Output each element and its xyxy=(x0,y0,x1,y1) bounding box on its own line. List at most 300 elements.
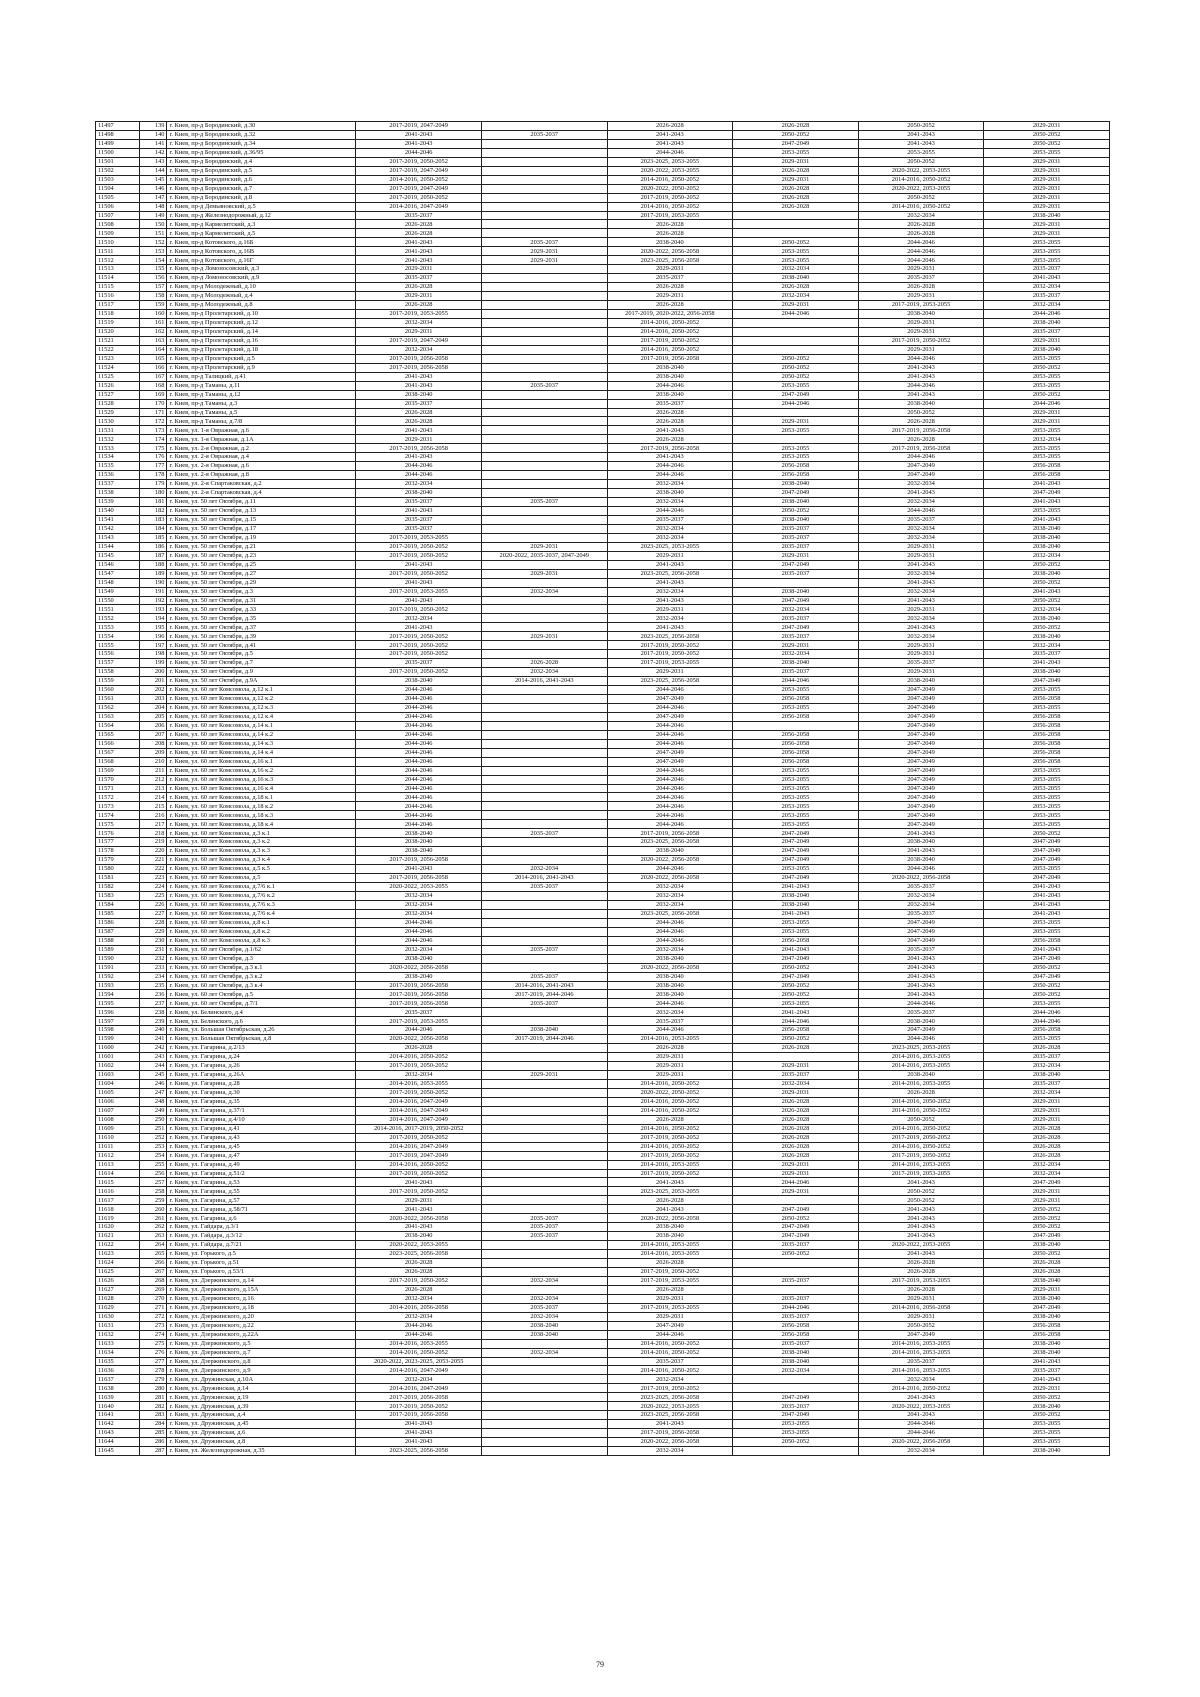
period-cell-3: 2029-2031 xyxy=(607,292,733,301)
row-id-cell: 11536 xyxy=(96,471,140,480)
period-cell-5: 2038-2040 xyxy=(858,1071,984,1080)
period-cell-2 xyxy=(481,184,607,193)
period-cell-2: 2035-2037 xyxy=(481,498,607,507)
address-cell: г. Киев, ул. Гайдара, д.3/1 xyxy=(167,1223,356,1232)
period-cell-3: 2020-2022, 2056-2058 xyxy=(607,1438,733,1447)
row-number-cell: 188 xyxy=(139,560,167,569)
period-cell-2 xyxy=(481,900,607,909)
period-cell-3: 2017-2019, 2050-2052 xyxy=(607,1169,733,1178)
period-cell-3: 2014-2016, 2050-2052 xyxy=(607,1106,733,1115)
address-cell: г. Киев, ул. 60 лет Комсомола, д.18 к.4 xyxy=(167,820,356,829)
period-cell-5: 2047-2049 xyxy=(858,462,984,471)
address-cell: г. Киев, ул. Горького, д.53/1 xyxy=(167,1268,356,1277)
period-cell-3: 2023-2025, 2056-2058 xyxy=(607,256,733,265)
period-cell-4: 2029-2031 xyxy=(733,551,859,560)
period-cell-2 xyxy=(481,480,607,489)
period-cell-1: 2032-2034 xyxy=(356,318,482,327)
period-cell-2: 2017-2019, 2044-2046 xyxy=(481,1035,607,1044)
period-cell-1: 2041-2043 xyxy=(356,381,482,390)
table-row xyxy=(96,757,1110,766)
period-cell-4: 2053-2055 xyxy=(733,381,859,390)
row-number-cell: 156 xyxy=(139,274,167,283)
period-cell-3: 2017-2019, 2053-2055 xyxy=(607,1303,733,1312)
period-cell-6: 2047-2049 xyxy=(984,972,1110,981)
period-cell-6: 2041-2043 xyxy=(984,659,1110,668)
period-cell-4: 2038-2040 xyxy=(733,587,859,596)
period-cell-3: 2020-2022, 2056-2058 xyxy=(607,874,733,883)
period-cell-5: 2032-2034 xyxy=(858,1447,984,1456)
period-cell-2: 2020-2022, 2035-2037, 2047-2049 xyxy=(481,551,607,560)
period-cell-2 xyxy=(481,1151,607,1160)
address-cell: г. Киев, ул. 50 лет Октября, д.31 xyxy=(167,596,356,605)
row-id-cell: 11598 xyxy=(96,1026,140,1035)
period-cell-5: 2053-2055 xyxy=(858,148,984,157)
row-number-cell: 139 xyxy=(139,122,167,131)
period-cell-3: 2014-2016, 2053-2055 xyxy=(607,1241,733,1250)
period-cell-2 xyxy=(481,1393,607,1402)
period-cell-5: 2026-2028 xyxy=(858,1285,984,1294)
period-cell-1: 2020-2022, 2056-2058 xyxy=(356,963,482,972)
period-cell-3: 2032-2034 xyxy=(607,1447,733,1456)
period-cell-6: 2041-2043 xyxy=(984,480,1110,489)
row-number-cell: 269 xyxy=(139,1285,167,1294)
period-cell-4: 2053-2055 xyxy=(733,918,859,927)
period-cell-4: 2029-2031 xyxy=(733,1169,859,1178)
address-cell: г. Киев, ул. Дружинская, д.19 xyxy=(167,1393,356,1402)
period-cell-1: 2017-2019, 2050-2052 xyxy=(356,157,482,166)
period-cell-4: 2029-2031 xyxy=(733,417,859,426)
period-cell-4: 2044-2046 xyxy=(733,1303,859,1312)
period-cell-3: 2044-2046 xyxy=(607,1026,733,1035)
row-id-cell: 11547 xyxy=(96,569,140,578)
period-cell-5: 2041-2043 xyxy=(858,847,984,856)
row-id-cell: 11519 xyxy=(96,318,140,327)
period-cell-2 xyxy=(481,1133,607,1142)
row-number-cell: 174 xyxy=(139,435,167,444)
address-cell: г. Киев, ул. Дружинская, д.6 xyxy=(167,1429,356,1438)
period-cell-5: 2041-2043 xyxy=(858,1232,984,1241)
period-cell-3: 2038-2040 xyxy=(607,372,733,381)
row-number-cell: 211 xyxy=(139,766,167,775)
period-cell-1: 2014-2016, 2047-2049 xyxy=(356,1106,482,1115)
period-cell-1: 2032-2034 xyxy=(356,1312,482,1321)
row-number-cell: 272 xyxy=(139,1312,167,1321)
address-cell: г. Киев, ул. Гагарина, д.41 xyxy=(167,1124,356,1133)
period-cell-5: 2047-2049 xyxy=(858,775,984,784)
row-id-cell: 11505 xyxy=(96,193,140,202)
row-id-cell: 11625 xyxy=(96,1268,140,1277)
period-cell-1: 2017-2019, 2050-2052 xyxy=(356,668,482,677)
period-cell-3: 2026-2028 xyxy=(607,435,733,444)
period-cell-3: 2026-2028 xyxy=(607,1285,733,1294)
table-row xyxy=(96,1196,1110,1205)
row-id-cell: 11621 xyxy=(96,1232,140,1241)
period-cell-2 xyxy=(481,918,607,927)
period-cell-6: 2041-2043 xyxy=(984,587,1110,596)
table-row xyxy=(96,614,1110,623)
period-cell-3: 2026-2028 xyxy=(607,1044,733,1053)
period-cell-1: 2044-2046 xyxy=(356,1330,482,1339)
row-number-cell: 179 xyxy=(139,480,167,489)
period-cell-3: 2032-2034 xyxy=(607,614,733,623)
period-cell-5: 2026-2028 xyxy=(858,435,984,444)
period-cell-5: 2017-2019, 2053-2055 xyxy=(858,1169,984,1178)
row-id-cell: 11525 xyxy=(96,372,140,381)
address-cell: г. Киев, ул. 60 лет Комсомола, д.14 к.2 xyxy=(167,730,356,739)
period-cell-2 xyxy=(481,390,607,399)
period-cell-4: 2026-2028 xyxy=(733,166,859,175)
period-cell-2 xyxy=(481,1008,607,1017)
period-cell-5: 2032-2034 xyxy=(858,891,984,900)
period-cell-1: 2044-2046 xyxy=(356,784,482,793)
period-cell-4: 2056-2058 xyxy=(733,936,859,945)
row-number-cell: 165 xyxy=(139,354,167,363)
period-cell-1: 2017-2019, 2056-2058 xyxy=(356,444,482,453)
period-cell-3: 2023-2025, 2056-2058 xyxy=(607,909,733,918)
table-row xyxy=(96,1438,1110,1447)
table-row xyxy=(96,148,1110,157)
address-cell: г. Киев, пр-д Бородинский, д.34 xyxy=(167,139,356,148)
period-cell-6: 2053-2055 xyxy=(984,444,1110,453)
period-cell-1: 2017-2019, 2050-2052 xyxy=(356,1276,482,1285)
period-cell-5: 2035-2037 xyxy=(858,659,984,668)
period-cell-5: 2050-2052 xyxy=(858,408,984,417)
period-cell-4: 2047-2049 xyxy=(733,1232,859,1241)
row-id-cell: 11561 xyxy=(96,695,140,704)
address-cell: г. Киев, ул. 2-я Спартаковская, д.4 xyxy=(167,489,356,498)
period-cell-1: 2044-2046 xyxy=(356,757,482,766)
period-cell-6: 2032-2034 xyxy=(984,641,1110,650)
period-cell-4: 2041-2043 xyxy=(733,1008,859,1017)
period-cell-3: 2014-2016, 2050-2052 xyxy=(607,345,733,354)
period-cell-4 xyxy=(733,578,859,587)
period-cell-3: 2044-2046 xyxy=(607,462,733,471)
row-id-cell: 11586 xyxy=(96,918,140,927)
period-cell-3: 2020-2022, 2053-2055 xyxy=(607,166,733,175)
row-number-cell: 215 xyxy=(139,802,167,811)
period-cell-5: 2041-2043 xyxy=(858,954,984,963)
period-cell-1: 2044-2046 xyxy=(356,1321,482,1330)
row-id-cell: 11611 xyxy=(96,1142,140,1151)
period-cell-2: 2014-2016, 2041-2043 xyxy=(481,874,607,883)
period-cell-1: 2017-2019, 2050-2052 xyxy=(356,193,482,202)
row-id-cell: 11640 xyxy=(96,1402,140,1411)
row-number-cell: 183 xyxy=(139,515,167,524)
period-cell-3: 2014-2016, 2050-2052 xyxy=(607,318,733,327)
row-number-cell: 198 xyxy=(139,650,167,659)
period-cell-2 xyxy=(481,1169,607,1178)
table-row xyxy=(96,345,1110,354)
address-cell: г. Киев, ул. 60 лет Комсомола, д.12 к.4 xyxy=(167,712,356,721)
address-cell: г. Киев, пр-д Бородинский, д.36/95 xyxy=(167,148,356,157)
period-cell-5: 2047-2049 xyxy=(858,703,984,712)
period-cell-2 xyxy=(481,695,607,704)
address-cell: г. Киев, ул. 2-я Овражная, д.2 xyxy=(167,444,356,453)
period-cell-4: 2029-2031 xyxy=(733,157,859,166)
period-cell-2 xyxy=(481,1106,607,1115)
table-row xyxy=(96,1106,1110,1115)
address-cell: г. Киев, ул. Гагарина, д.4/10 xyxy=(167,1115,356,1124)
period-cell-2: 2032-2034 xyxy=(481,1276,607,1285)
address-cell: г. Киев, пр-д Кармелитский, д.3 xyxy=(167,220,356,229)
period-cell-6: 2053-2055 xyxy=(984,703,1110,712)
address-cell: г. Киев, пр-д Таманы, д.11 xyxy=(167,381,356,390)
period-cell-5: 2029-2031 xyxy=(858,345,984,354)
row-number-cell: 238 xyxy=(139,1008,167,1017)
table-row xyxy=(96,1151,1110,1160)
period-cell-3: 2044-2046 xyxy=(607,775,733,784)
period-cell-5: 2041-2043 xyxy=(858,1411,984,1420)
period-cell-2 xyxy=(481,444,607,453)
period-cell-4: 2047-2049 xyxy=(733,560,859,569)
period-cell-1: 2029-2031 xyxy=(356,327,482,336)
period-cell-4: 2056-2058 xyxy=(733,739,859,748)
period-cell-5: 2020-2022, 2053-2055 xyxy=(858,1241,984,1250)
row-id-cell: 11521 xyxy=(96,336,140,345)
period-cell-1: 2026-2028 xyxy=(356,301,482,310)
address-cell: г. Киев, ул. 50 лет Октября, д.3 xyxy=(167,587,356,596)
period-cell-4: 2038-2040 xyxy=(733,274,859,283)
row-number-cell: 232 xyxy=(139,954,167,963)
row-number-cell: 164 xyxy=(139,345,167,354)
row-number-cell: 186 xyxy=(139,542,167,551)
period-cell-5: 2029-2031 xyxy=(858,551,984,560)
row-number-cell: 256 xyxy=(139,1169,167,1178)
table-row xyxy=(96,1393,1110,1402)
table-row xyxy=(96,1241,1110,1250)
row-id-cell: 11513 xyxy=(96,265,140,274)
period-cell-4: 2035-2037 xyxy=(733,542,859,551)
period-cell-1: 2044-2046 xyxy=(356,918,482,927)
period-cell-3: 2044-2046 xyxy=(607,999,733,1008)
table-row xyxy=(96,1044,1110,1053)
period-cell-4: 2053-2055 xyxy=(733,444,859,453)
address-cell: г. Киев, ул. 50 лет Октября, д.21 xyxy=(167,542,356,551)
period-cell-6: 2035-2037 xyxy=(984,650,1110,659)
period-cell-1: 2017-2019, 2056-2058 xyxy=(356,1411,482,1420)
period-cell-3: 2041-2043 xyxy=(607,426,733,435)
table-row xyxy=(96,515,1110,524)
row-number-cell: 219 xyxy=(139,838,167,847)
address-cell: г. Киев, ул. Дружинская, д.8 xyxy=(167,1438,356,1447)
table-row xyxy=(96,489,1110,498)
row-number-cell: 280 xyxy=(139,1384,167,1393)
row-number-cell: 189 xyxy=(139,569,167,578)
row-id-cell: 11578 xyxy=(96,847,140,856)
period-cell-1: 2017-2019, 2047-2049 xyxy=(356,166,482,175)
row-id-cell: 11512 xyxy=(96,256,140,265)
address-cell: г. Киев, пр-д Пролетарский, д.12 xyxy=(167,318,356,327)
row-id-cell: 11576 xyxy=(96,829,140,838)
period-cell-2 xyxy=(481,1142,607,1151)
address-cell: г. Киев, ул. 60 лет Комсомола, д.7/6 к.4 xyxy=(167,909,356,918)
period-cell-4 xyxy=(733,336,859,345)
table-row xyxy=(96,1062,1110,1071)
period-cell-6: 2029-2031 xyxy=(984,220,1110,229)
table-row xyxy=(96,274,1110,283)
period-cell-4: 2029-2031 xyxy=(733,641,859,650)
address-cell: г. Киев, ул. 60 лет Комсомола, д.14 к.1 xyxy=(167,721,356,730)
address-cell: г. Киев, ул. 50 лет Октября, д.39 xyxy=(167,632,356,641)
period-cell-3: 2032-2034 xyxy=(607,1375,733,1384)
period-cell-2 xyxy=(481,578,607,587)
period-cell-4: 2056-2058 xyxy=(733,757,859,766)
row-number-cell: 163 xyxy=(139,336,167,345)
period-cell-6: 2026-2028 xyxy=(984,1133,1110,1142)
period-cell-6: 2035-2037 xyxy=(984,327,1110,336)
period-cell-3: 2041-2043 xyxy=(607,596,733,605)
address-cell: г. Киев, ул. 1-я Овражная, д.6 xyxy=(167,426,356,435)
row-id-cell: 11606 xyxy=(96,1097,140,1106)
period-cell-3: 2023-2025, 2056-2058 xyxy=(607,1411,733,1420)
period-cell-3: 2044-2046 xyxy=(607,766,733,775)
period-cell-3: 2026-2028 xyxy=(607,1196,733,1205)
period-cell-1: 2014-2016, 2047-2049 xyxy=(356,1366,482,1375)
row-number-cell: 252 xyxy=(139,1133,167,1142)
period-cell-6: 2053-2055 xyxy=(984,865,1110,874)
table-row xyxy=(96,310,1110,319)
table-row xyxy=(96,1053,1110,1062)
period-cell-2 xyxy=(481,650,607,659)
period-cell-6: 2029-2031 xyxy=(984,417,1110,426)
table-row xyxy=(96,1232,1110,1241)
row-id-cell: 11619 xyxy=(96,1214,140,1223)
address-cell: г. Киев, пр-д Бородинский, д.4 xyxy=(167,157,356,166)
address-cell: г. Киев, ул. Гагарина, д.51/2 xyxy=(167,1169,356,1178)
row-number-cell: 166 xyxy=(139,363,167,372)
period-cell-4: 2053-2055 xyxy=(733,426,859,435)
row-id-cell: 11535 xyxy=(96,462,140,471)
address-cell: г. Киев, ул. 50 лет Октября, д.11 xyxy=(167,498,356,507)
page-number: 79 xyxy=(596,1660,604,1669)
table-row xyxy=(96,999,1110,1008)
table-row xyxy=(96,569,1110,578)
period-cell-6: 2047-2049 xyxy=(984,954,1110,963)
period-cell-3: 2047-2049 xyxy=(607,695,733,704)
period-cell-5: 2047-2049 xyxy=(858,766,984,775)
row-id-cell: 11628 xyxy=(96,1294,140,1303)
address-cell: г. Киев, ул. 60 лет Комсомола, д.3 к.1 xyxy=(167,829,356,838)
table-row xyxy=(96,1071,1110,1080)
period-cell-1: 2017-2019, 2053-2055 xyxy=(356,310,482,319)
row-id-cell: 11530 xyxy=(96,417,140,426)
table-row xyxy=(96,802,1110,811)
table-row xyxy=(96,130,1110,139)
period-cell-2: 2032-2034 xyxy=(481,1312,607,1321)
table-row xyxy=(96,936,1110,945)
table-row xyxy=(96,1420,1110,1429)
row-number-cell: 282 xyxy=(139,1402,167,1411)
period-cell-6: 2053-2055 xyxy=(984,999,1110,1008)
period-cell-3: 2026-2028 xyxy=(607,1259,733,1268)
period-cell-5: 2047-2049 xyxy=(858,712,984,721)
period-cell-3: 2029-2031 xyxy=(607,265,733,274)
period-cell-4: 2050-2052 xyxy=(733,130,859,139)
period-cell-2 xyxy=(481,1384,607,1393)
period-cell-2: 2035-2037 xyxy=(481,238,607,247)
row-number-cell: 159 xyxy=(139,301,167,310)
period-cell-1: 2041-2043 xyxy=(356,1205,482,1214)
period-cell-2 xyxy=(481,462,607,471)
period-cell-5: 2020-2022, 2053-2055 xyxy=(858,1402,984,1411)
address-cell: г. Киев, ул. 50 лет Октября, д.23 xyxy=(167,551,356,560)
period-cell-1: 2041-2043 xyxy=(356,372,482,381)
period-cell-1: 2044-2046 xyxy=(356,712,482,721)
table-row xyxy=(96,1268,1110,1277)
period-cell-2: 2032-2034 xyxy=(481,668,607,677)
period-cell-5: 2032-2034 xyxy=(858,569,984,578)
table-row xyxy=(96,193,1110,202)
address-cell: г. Киев, ул. Дзержинского, д.8 xyxy=(167,1357,356,1366)
row-number-cell: 229 xyxy=(139,927,167,936)
table-row xyxy=(96,1447,1110,1456)
row-number-cell: 228 xyxy=(139,918,167,927)
period-cell-6: 2026-2028 xyxy=(984,1151,1110,1160)
row-number-cell: 260 xyxy=(139,1205,167,1214)
period-cell-3: 2032-2034 xyxy=(607,533,733,542)
period-cell-1: 2032-2034 xyxy=(356,480,482,489)
period-cell-2 xyxy=(481,1160,607,1169)
row-number-cell: 195 xyxy=(139,623,167,632)
address-cell: г. Киев, ул. 50 лет Октября, д.19 xyxy=(167,533,356,542)
period-cell-6: 2029-2031 xyxy=(984,1196,1110,1205)
period-cell-4 xyxy=(733,1268,859,1277)
table-row xyxy=(96,372,1110,381)
period-cell-6: 2053-2055 xyxy=(984,784,1110,793)
table-row xyxy=(96,1187,1110,1196)
row-number-cell: 268 xyxy=(139,1276,167,1285)
address-cell: г. Киев, ул. 50 лет Октября, д.13 xyxy=(167,506,356,515)
row-number-cell: 243 xyxy=(139,1053,167,1062)
period-cell-2 xyxy=(481,856,607,865)
period-cell-6: 2050-2052 xyxy=(984,963,1110,972)
row-id-cell: 11589 xyxy=(96,945,140,954)
period-cell-1: 2032-2034 xyxy=(356,614,482,623)
period-cell-2 xyxy=(481,1241,607,1250)
period-cell-5: 2044-2046 xyxy=(858,506,984,515)
period-cell-1: 2017-2019, 2050-2052 xyxy=(356,605,482,614)
period-cell-4 xyxy=(733,211,859,220)
period-cell-2 xyxy=(481,1411,607,1420)
period-cell-5: 2032-2034 xyxy=(858,632,984,641)
row-number-cell: 175 xyxy=(139,444,167,453)
row-number-cell: 170 xyxy=(139,399,167,408)
period-cell-6: 2038-2040 xyxy=(984,524,1110,533)
period-cell-2: 2035-2037 xyxy=(481,829,607,838)
period-cell-3: 2014-2016, 2050-2052 xyxy=(607,175,733,184)
period-cell-5: 2041-2043 xyxy=(858,1393,984,1402)
period-cell-2 xyxy=(481,354,607,363)
row-number-cell: 203 xyxy=(139,695,167,704)
period-cell-3: 2020-2022, 2053-2055 xyxy=(607,1402,733,1411)
period-cell-5: 2047-2049 xyxy=(858,936,984,945)
period-cell-6: 2029-2031 xyxy=(984,408,1110,417)
address-cell: г. Киев, ул. 60 лет Комсомола, д.16 к.1 xyxy=(167,757,356,766)
period-cell-6: 2053-2055 xyxy=(984,238,1110,247)
table-row xyxy=(96,847,1110,856)
period-cell-4: 2047-2049 xyxy=(733,874,859,883)
address-cell: г. Киев, пр-д Котовского, д.16В xyxy=(167,247,356,256)
row-id-cell: 11591 xyxy=(96,963,140,972)
table-row xyxy=(96,900,1110,909)
row-id-cell: 11609 xyxy=(96,1124,140,1133)
period-cell-6: 2041-2043 xyxy=(984,900,1110,909)
period-cell-2 xyxy=(481,1178,607,1187)
period-cell-5: 2050-2052 xyxy=(858,122,984,131)
address-cell: г. Киев, ул. Дзержинского, д.18 xyxy=(167,1303,356,1312)
row-id-cell: 11497 xyxy=(96,122,140,131)
table-row xyxy=(96,1321,1110,1330)
